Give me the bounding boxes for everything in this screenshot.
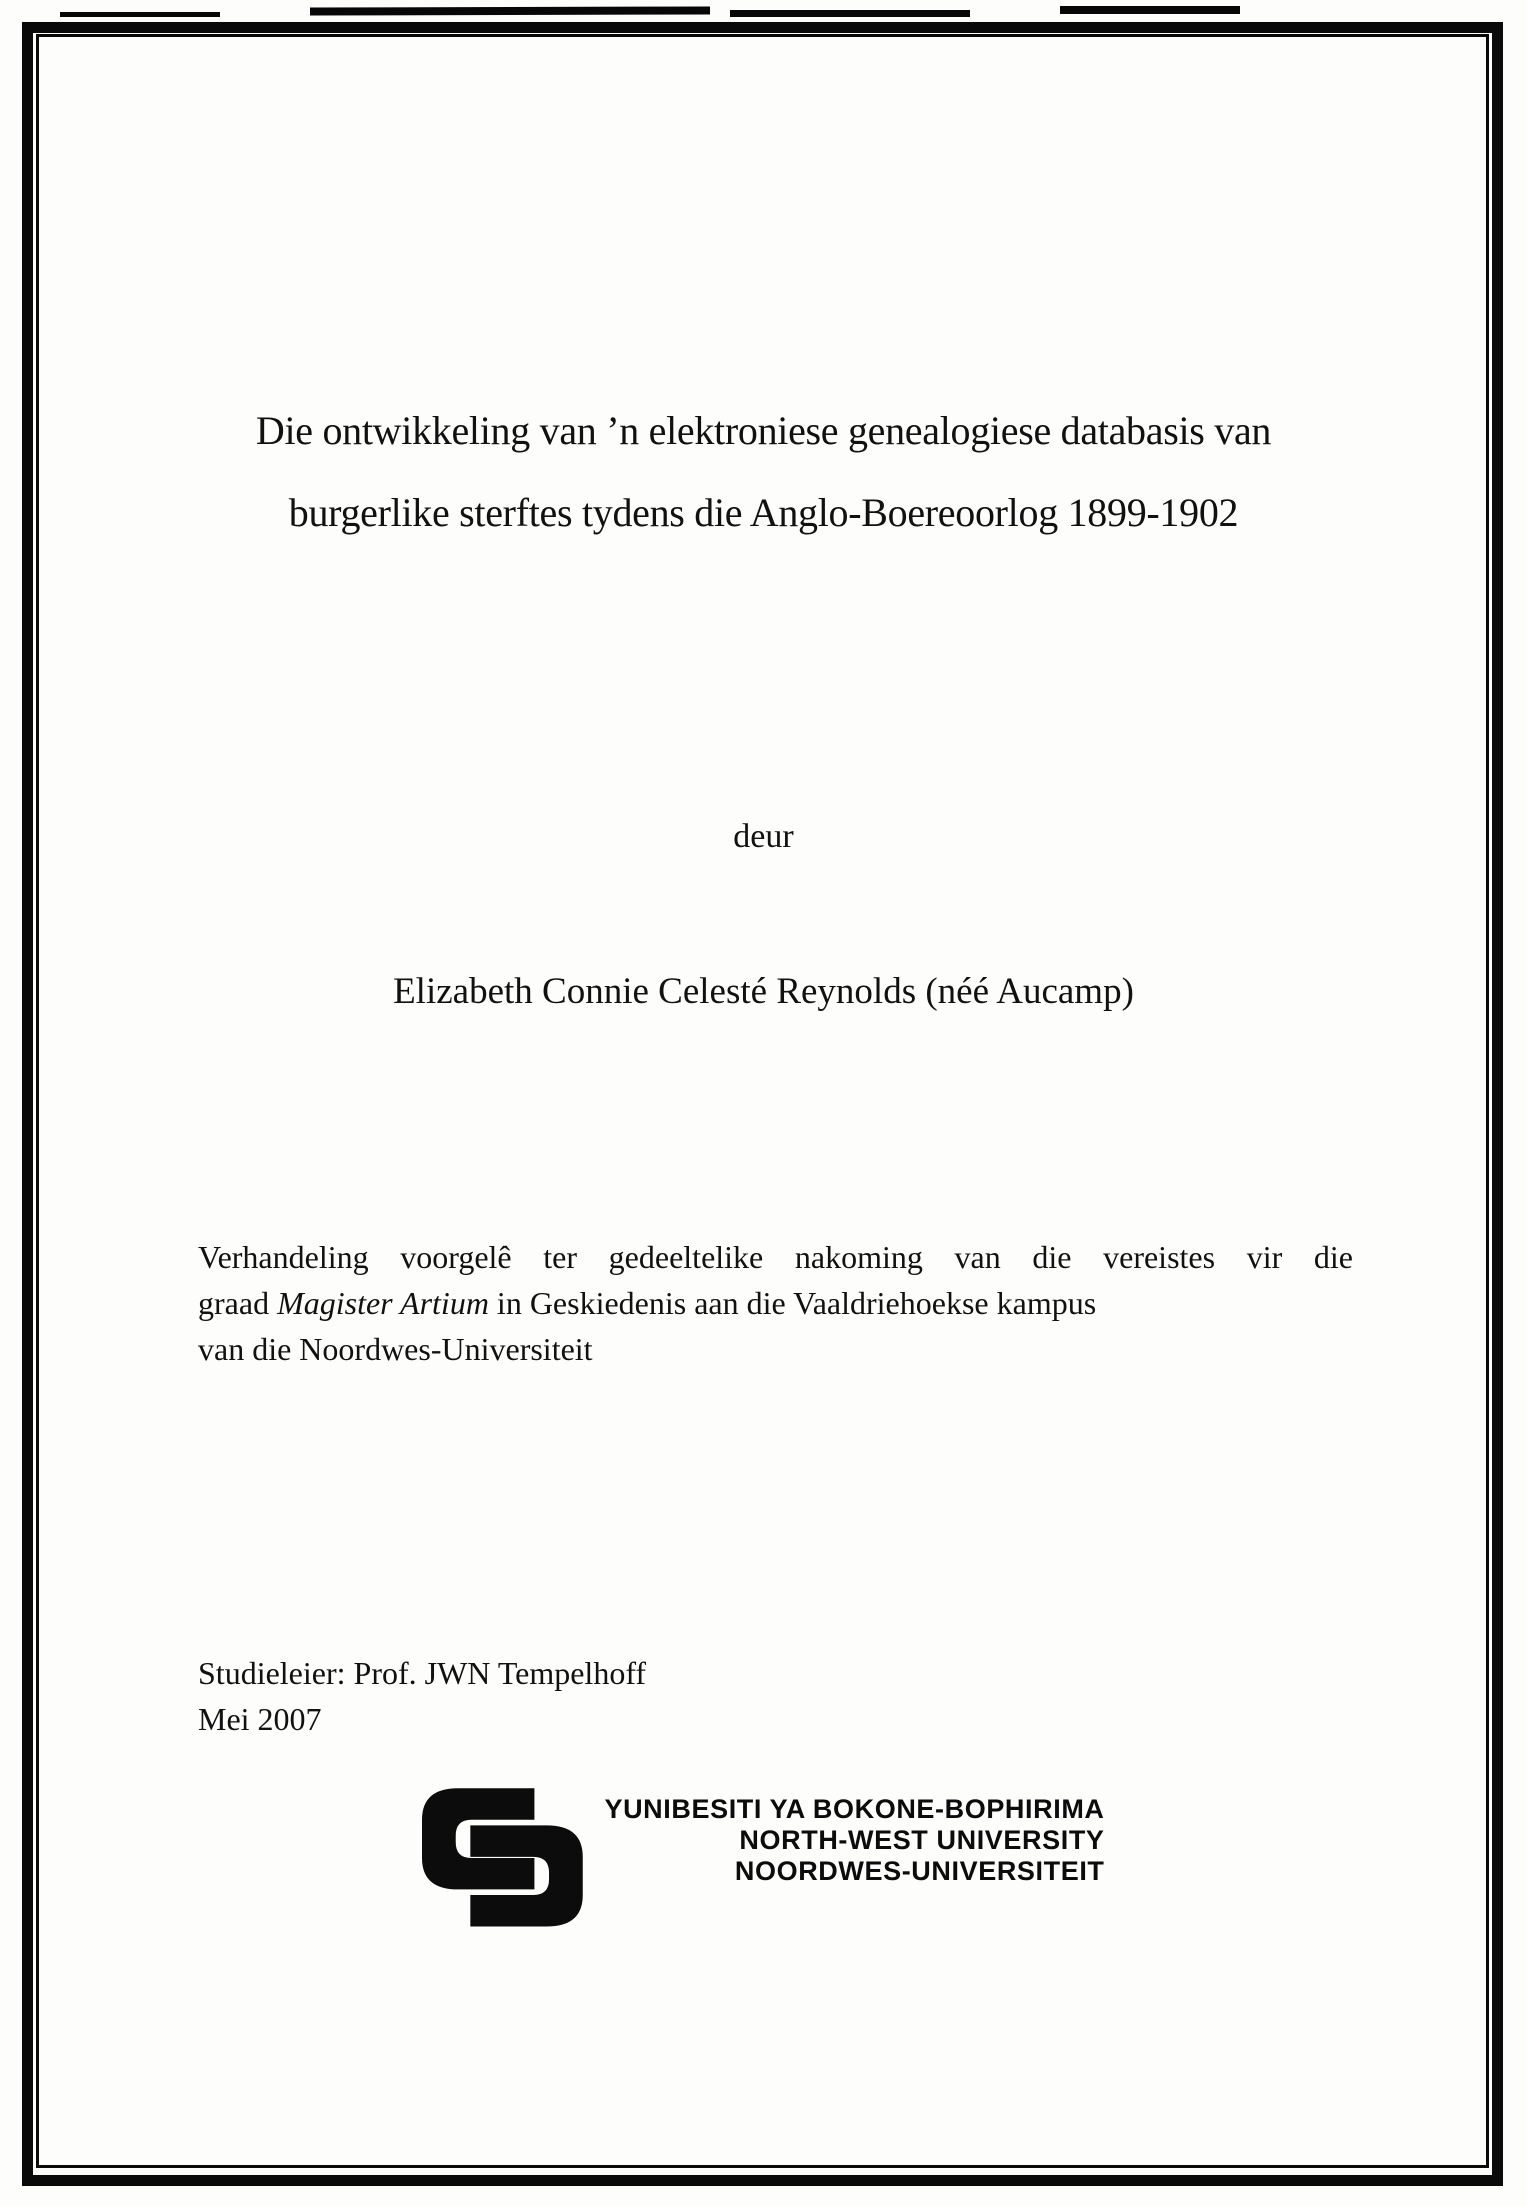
author-name: Elizabeth Connie Celesté Reynolds (néé Aucamp) [393,971,1134,1012]
statement-line-2 [198,1280,1353,1326]
scan-artifact [730,10,970,17]
statement-line-2-pre: graad [198,1285,278,1321]
university-logo [0,1788,1527,1943]
statement-line-1: Verhandeling voorgelê ter gedeeltelike nakoming van die vereistes vir die [198,1239,1353,1275]
wordmark-line-2: NORTH-WEST UNIVERSITY [739,1825,1105,1855]
date-line: Mei 2007 [198,1701,322,1737]
wordmark-line-3: NOORDWES-UNIVERSITEIT [734,1856,1105,1886]
degree-statement [198,1234,1353,1372]
scan-artifact [310,6,710,15]
scan-artifact [1060,6,1240,14]
wordmark-line-1: YUNIBESITI YA BOKONE-BOPHIRIMA [604,1794,1105,1824]
statement-line-3: van die Noordwes-Universiteit [198,1331,593,1367]
supervisor-line: Studieleier: Prof. JWN Tempelhoff [198,1655,647,1691]
byline: deur [733,818,794,855]
logo-wordmark [604,1788,1104,1887]
title-line-2: burgerlike sterftes tydens die Anglo-Boereoorlog 1899-1902 [288,490,1239,535]
scan-artifact [60,12,220,17]
chain-link-icon [422,1788,594,1943]
title-line-1: Die ontwikkeling van ’n elektroniese genealogiese databasis van [255,408,1272,453]
supervisor-block [198,1650,1353,1742]
degree-name: Magister Artium [277,1285,489,1321]
statement-line-2-post: in Geskiedenis aan die Vaaldriehoekse kampus [488,1285,1097,1321]
page-title [100,390,1427,554]
